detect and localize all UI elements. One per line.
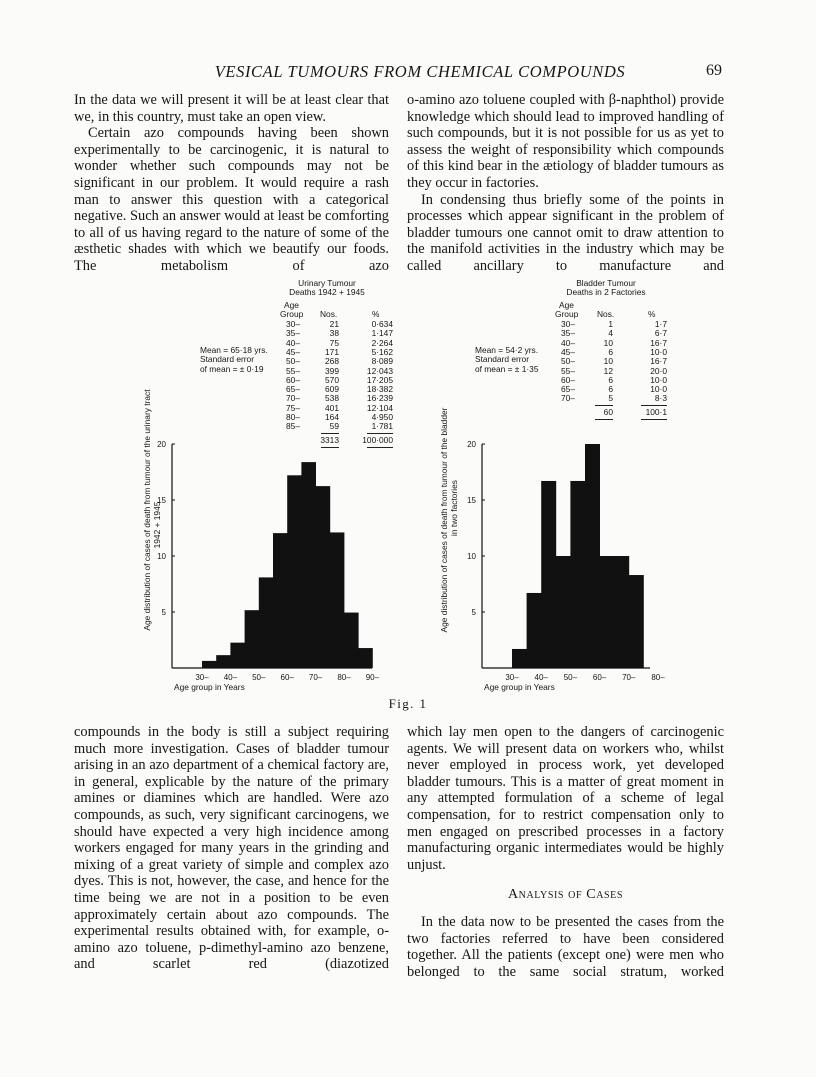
x-tick-label: 40– — [223, 673, 238, 682]
stat-line: of mean = ± 1·35 — [475, 363, 539, 374]
table-cell-pct: 6·7 — [654, 328, 667, 339]
table-cell-nos: 171 — [325, 346, 339, 357]
histogram-bar — [245, 610, 260, 668]
table-cell-pct: 2·264 — [371, 337, 393, 348]
table-cell-nos: 6 — [608, 374, 613, 385]
col-header: Group — [555, 309, 579, 319]
x-tick-label: 60– — [280, 673, 294, 682]
table-cell-age: 75– — [286, 402, 300, 413]
x-tick-label: 60– — [592, 673, 607, 682]
table-caption: Urinary Tumour — [298, 278, 356, 288]
table-cell-pct: 10·0 — [650, 384, 667, 395]
table-cell-nos: 570 — [325, 374, 339, 385]
table-total-pct: 100·1 — [645, 406, 667, 417]
table-cell-nos: 10 — [603, 356, 613, 367]
histogram-bar — [358, 648, 373, 668]
histogram-bar — [527, 593, 542, 668]
stat-line: Standard error — [200, 354, 254, 365]
table-cell-pct: 5·162 — [371, 346, 393, 357]
table-cell-pct: 1·781 — [371, 421, 393, 432]
paragraph: In the data now to be presented the cases from the two factories referred to have been considered together. All the patients (except one) were men who belonged to the same social stratum, worked — [407, 913, 724, 980]
table-cell-age: 70– — [286, 393, 300, 404]
histogram-bar — [273, 533, 288, 668]
table-cell-age: 65– — [561, 384, 575, 395]
stat-line: Mean = 65·18 yrs. — [200, 345, 268, 355]
y-axis-label: 1942 + 1945 — [152, 501, 162, 549]
table-cell-nos: 4 — [608, 328, 613, 339]
table-cell-nos: 38 — [329, 328, 339, 339]
paragraph: Certain azo compounds having been shown experimentally to be carcinogenic, it is natural to wonder whether such compounds may not be significant in our problem. It would require a rash man to answer this question with a categorical negative. Such an answer would at least be comforting to all of us having regard to the nature of some of the æsthetic shades with which we beautify our foods. The metabolism of azo — [74, 125, 389, 274]
table-cell-age: 35– — [286, 328, 300, 339]
x-tick-label: 50– — [252, 673, 266, 682]
table-cell-pct: 16·7 — [650, 337, 667, 348]
table-cell-pct: 0·634 — [371, 319, 393, 329]
histogram-bar — [512, 649, 527, 668]
stat-line: Mean = 54·2 yrs. — [475, 345, 539, 355]
paragraph: In the data we will present it will be at least clear that we, in this country, must take an open view. — [74, 92, 389, 125]
histogram-bar — [570, 481, 585, 668]
table-cell-age: 50– — [286, 356, 300, 367]
x-axis-label: Age group in Years — [484, 682, 555, 692]
histogram-bar — [344, 613, 359, 668]
y-axis-label: in two factories — [449, 480, 459, 536]
table-caption: Deaths in 2 Factories — [566, 287, 646, 297]
stat-line: Standard error — [475, 354, 529, 365]
text-column-bottom-left — [74, 724, 389, 973]
table-cell-pct: 17·205 — [366, 374, 393, 385]
table-cell-age: 80– — [286, 412, 300, 422]
table-cell-nos: 399 — [325, 365, 339, 376]
table-total-pct: 100·000 — [362, 434, 393, 445]
histogram-bar — [216, 655, 231, 668]
table-caption: Deaths 1942 + 1945 — [289, 287, 365, 297]
table-cell-age: 55– — [286, 365, 300, 376]
histogram-bar — [287, 475, 302, 668]
histogram-bar — [316, 486, 331, 668]
x-tick-label: 90– — [365, 673, 380, 682]
col-header: % — [648, 309, 656, 319]
y-tick-label: 15 — [157, 496, 166, 505]
table-cell-nos: 21 — [329, 319, 339, 329]
col-header: Nos. — [597, 309, 615, 319]
table-cell-pct: 10·0 — [650, 346, 667, 357]
table-cell-pct: 16·239 — [366, 393, 393, 404]
col-header: % — [372, 309, 380, 319]
paragraph: compounds in the body is still a subject requiring much more investigation. Cases of bladder tumour arising in an azo department of a chemical factory are, in general, explicable by the nature of the primary amines or diamines which are handled. Were azo compounds, as such, very significant carcinogens, we should have expected a very high incidence among workers engaged for many years in the grinding and mixing of a great variety of simple and complex azo dyes. This is not, however, the case, and hence for the time being we are not in a position to be even approximately certain about azo compounds. The experimental results obtained with, for example, o-amino azo toluene, p-dimethyl-amino azo benzene, and scarlet red (diazotized — [74, 724, 389, 973]
table-cell-age: 50– — [561, 356, 575, 367]
table-cell-pct: 20·0 — [650, 365, 667, 376]
table-cell-nos: 538 — [325, 393, 339, 404]
paragraph: o-amino azo toluene coupled with β-naphthol) provide knowledge which should lead to improved handling of such compounds, but it is not possible for us as yet to assess the weight of responsibility which compounds of this kind bear in the ætiology of bladder tumours as they occur in factories. — [407, 92, 724, 191]
table-cell-age: 40– — [561, 337, 575, 348]
table-caption: Bladder Tumour — [576, 278, 636, 288]
text-column-bottom-right — [407, 724, 724, 980]
table-cell-age: 45– — [286, 346, 300, 357]
col-header: Age — [559, 300, 574, 310]
table-cell-nos: 5 — [608, 393, 613, 404]
histogram-bar — [230, 643, 245, 668]
table-total-nos: 60 — [603, 406, 613, 417]
x-axis-label: Age group in Years — [174, 682, 245, 692]
histogram-bar — [556, 556, 571, 668]
col-header: Age — [284, 300, 299, 310]
table-cell-age: 30– — [561, 319, 575, 329]
stat-line: of mean = ± 0·19 — [200, 363, 264, 374]
histogram-bar — [585, 444, 600, 668]
y-tick-label: 15 — [467, 496, 476, 505]
figure-caption: Fig. 1 — [388, 696, 428, 711]
y-axis-label: Age distribution of cases of death from tumour of the urinary tract — [142, 389, 152, 631]
table-cell-pct: 12·104 — [366, 402, 393, 413]
table-cell-nos: 12 — [603, 365, 613, 376]
x-tick-label: 40– — [534, 673, 548, 682]
table-total-nos: 3313 — [320, 434, 339, 445]
table-cell-pct: 1·7 — [654, 319, 667, 329]
x-tick-label: 70– — [622, 673, 636, 682]
x-tick-label: 30– — [505, 673, 519, 682]
table-cell-nos: 401 — [325, 402, 339, 413]
table-cell-pct: 8·3 — [654, 393, 667, 404]
table-cell-age: 55– — [561, 365, 575, 376]
page-number: 69 — [706, 62, 722, 79]
table-cell-pct: 8·089 — [371, 356, 393, 367]
table-cell-age: 85– — [286, 421, 300, 432]
y-tick-label: 20 — [157, 440, 166, 449]
table-cell-age: 70– — [561, 393, 575, 404]
table-cell-age: 45– — [561, 346, 575, 357]
table-cell-pct: 1·147 — [371, 328, 393, 339]
y-axis-label: Age distribution of cases of death from tumour of the bladder — [439, 407, 449, 633]
x-tick-label: 80– — [651, 673, 665, 682]
table-cell-age: 40– — [286, 337, 300, 348]
table-cell-nos: 59 — [329, 421, 339, 432]
table-cell-pct: 10·0 — [650, 374, 667, 385]
table-cell-nos: 75 — [329, 337, 339, 348]
table-cell-nos: 10 — [603, 337, 613, 348]
table-cell-age: 60– — [286, 374, 300, 385]
table-cell-pct: 12·043 — [366, 365, 393, 376]
x-tick-label: 30– — [195, 673, 209, 682]
table-cell-age: 65– — [286, 384, 300, 395]
table-cell-nos: 1 — [608, 319, 613, 329]
running-title: VESICAL TUMOURS FROM CHEMICAL COMPOUNDS — [214, 62, 626, 81]
y-tick-label: 10 — [157, 552, 166, 561]
x-tick-label: 80– — [337, 673, 351, 682]
section-heading: Analysis of Cases — [507, 887, 624, 903]
table-cell-nos: 164 — [325, 412, 339, 422]
histogram-bar — [600, 556, 615, 668]
col-header: Nos. — [320, 309, 338, 319]
y-tick-label: 5 — [161, 608, 166, 617]
x-tick-label: 50– — [563, 673, 578, 682]
table-cell-age: 35– — [561, 328, 575, 339]
table-cell-pct: 4·950 — [371, 412, 393, 422]
histogram-bar — [259, 577, 274, 668]
y-tick-label: 10 — [467, 552, 476, 561]
paragraph: which lay men open to the dangers of carcinogenic agents. We will present data on workers who, whilst never employed in process work, yet developed bladder tumours. This is a matter of great moment in any attempted formulation of a scheme of legal compensation, for to restrict compensation only to men engaged on prescribed processes in a factory manufacturing organic intermediates would be highly unjust. — [407, 724, 724, 873]
table-cell-pct: 18·382 — [366, 384, 393, 395]
histogram-bar — [202, 661, 217, 668]
table-cell-nos: 609 — [325, 384, 339, 395]
y-tick-label: 5 — [471, 608, 476, 617]
y-tick-label: 20 — [467, 440, 476, 449]
histogram-bar — [541, 481, 556, 668]
histogram-bar — [301, 462, 316, 668]
table-cell-nos: 6 — [608, 346, 613, 357]
table-cell-pct: 16·7 — [650, 356, 667, 367]
table-cell-age: 30– — [286, 319, 300, 329]
col-header: Group — [280, 309, 304, 319]
table-cell-nos: 268 — [325, 356, 339, 367]
table-cell-age: 60– — [561, 374, 575, 385]
table-cell-nos: 6 — [608, 384, 613, 395]
paragraph: In condensing thus briefly some of the points in processes which appear significant in the problem of bladder tumours one cannot omit to draw attention to the manifold activities in the industry which may be called ancillary to manufacture and — [407, 191, 724, 274]
histogram-bar — [629, 575, 644, 668]
histogram-bar — [614, 556, 629, 668]
x-tick-label: 70– — [308, 673, 323, 682]
histogram-bar — [330, 532, 345, 668]
